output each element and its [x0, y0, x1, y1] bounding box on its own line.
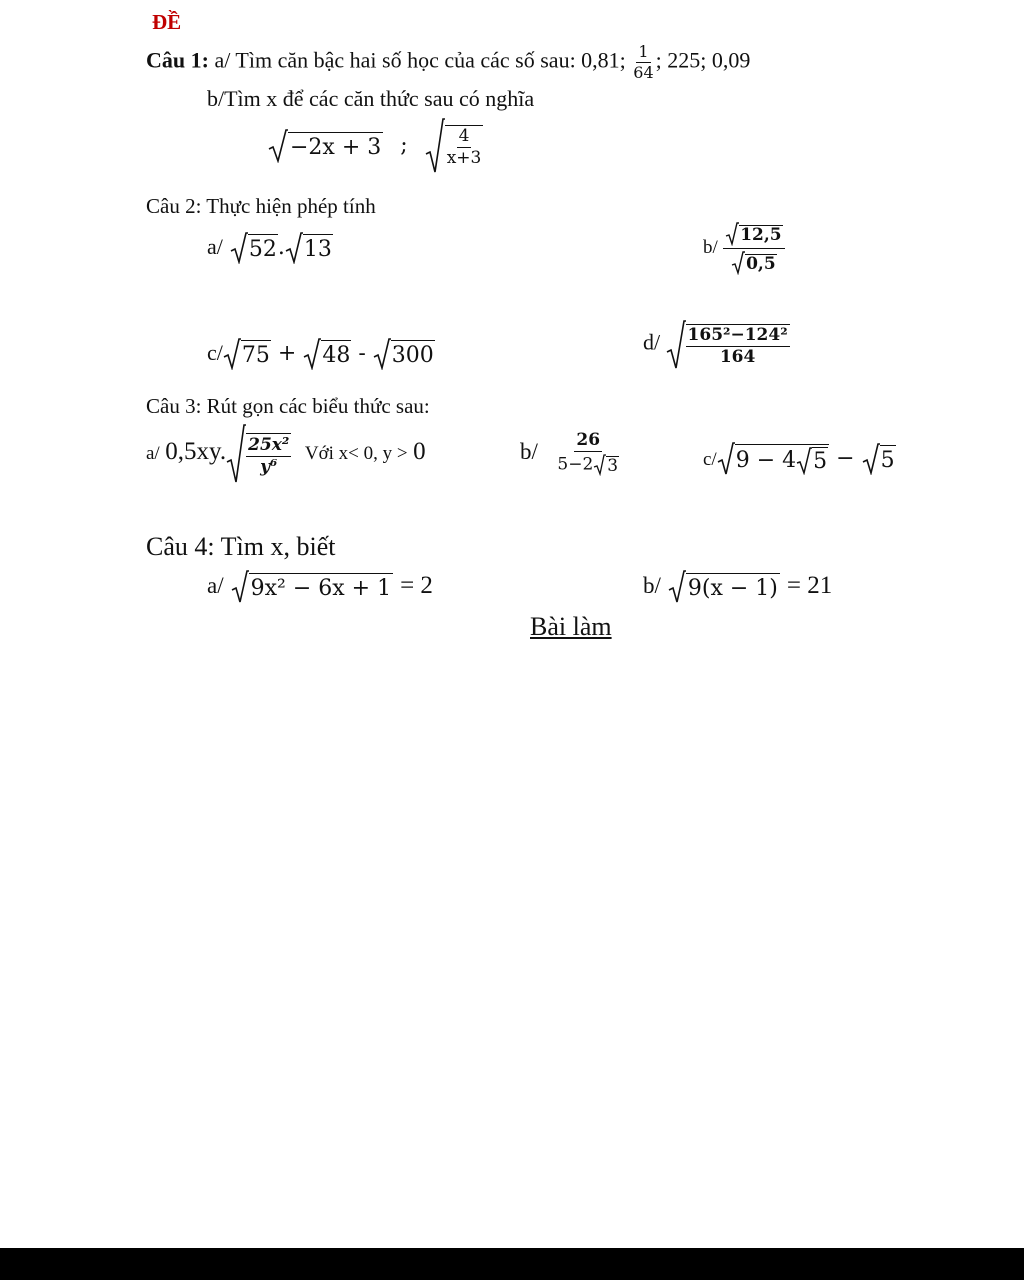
q1-label: Câu 1: [146, 47, 209, 73]
q3-a-den: y⁶ [260, 456, 278, 477]
q1-b-expr1-radicand: −2x + 3 [288, 132, 383, 160]
q2-d-num: 165²−124² [687, 325, 788, 345]
q1-b-expr2 [425, 118, 484, 174]
q3-a [146, 424, 426, 484]
q2-a-root2: 13 [303, 234, 333, 262]
q3-b-prefix: b/ [520, 439, 538, 465]
q3-b-den-pre: 5−2 [557, 454, 594, 475]
q2-b [703, 222, 785, 275]
q2-a-prefix: a/ [207, 234, 223, 259]
q2-c-prefix: c/ [207, 340, 223, 365]
q2-c-op2: - [358, 341, 366, 366]
q3-c-minus: − [836, 446, 855, 471]
q4-a-eq: = 2 [400, 572, 433, 599]
q2-b-prefix: b/ [703, 237, 718, 258]
q2-c-root3: 300 [391, 340, 435, 368]
q2-c [207, 338, 435, 370]
q1-line-a [146, 44, 750, 81]
q2-c-root2: 48 [321, 340, 351, 368]
q4-b [643, 570, 832, 604]
q4-b-radicand: 9(x − 1) [686, 573, 780, 601]
q2-b-den: 0,5 [746, 253, 776, 274]
q4-b-eq: = 21 [786, 572, 833, 599]
q1-frac-den: 64 [633, 63, 654, 82]
q4-a-radicand: 9x² − 6x + 1 [249, 573, 393, 601]
q1-b-expr1 [268, 129, 383, 163]
q2-b-num: 12,5 [740, 224, 782, 245]
bottom-bar [0, 1248, 1024, 1280]
q2-c-root1: 75 [241, 340, 271, 368]
q2-d [643, 320, 790, 370]
q2-b-fraction [723, 222, 784, 275]
answer-title: Bài làm [530, 612, 612, 641]
q3-c-inner-root: 5 [813, 449, 828, 474]
q4-b-prefix: b/ [643, 573, 661, 598]
q3-a-cond3: 0 [413, 438, 426, 466]
q3-b [520, 432, 621, 476]
q1-line-b: b/Tìm x để các căn thức sau có nghĩa [207, 86, 535, 111]
q2-label: Câu 2: Thực hiện phép tính [146, 194, 376, 218]
q1-b-expr2-num: 4 [458, 126, 470, 146]
q1-a-suffix: ; 225; 0,09 [655, 47, 751, 73]
q3-label: Câu 3: Rút gọn các biểu thức sau: [146, 394, 430, 418]
q2-a [207, 232, 333, 264]
q3-a-coef: 0,5xy. [165, 438, 227, 466]
q2-d-prefix: d/ [643, 329, 661, 355]
q1-b-expressions [268, 118, 483, 174]
q4-a [207, 570, 433, 604]
q3-c [703, 442, 896, 476]
q3-b-num: 26 [576, 430, 601, 450]
q4-a-prefix: a/ [207, 573, 224, 598]
q2-c-op1: + [277, 341, 297, 366]
q3-c-inner-pre: 9 − 4 [735, 447, 797, 473]
q1-a-prefix: a/ Tìm căn bậc hai số học của các số sau: 0,81; [214, 47, 626, 73]
q4-label: Câu 4: Tìm x, biết [146, 532, 336, 561]
q3-c-root2: 5 [880, 445, 896, 473]
q1-frac-num: 1 [638, 42, 649, 61]
q3-c-prefix: c/ [703, 449, 717, 470]
page-title: ĐỀ [152, 10, 182, 34]
q2-a-dot: . [277, 235, 285, 260]
q3-a-prefix: a/ [146, 443, 160, 465]
q3-a-cond1: Với x [304, 443, 349, 465]
q1-fraction [631, 44, 655, 81]
q2-d-den: 164 [719, 347, 756, 367]
q1-b-sep: ; [400, 133, 408, 158]
q3-b-den-root: 3 [607, 455, 619, 476]
q3-a-cond2: < 0, y > [348, 443, 408, 465]
q3-a-num: 25x² [248, 434, 290, 455]
q2-a-root1: 52 [248, 234, 278, 262]
q1-b-expr2-den: x+3 [446, 148, 482, 168]
q3-b-fraction [555, 432, 621, 476]
